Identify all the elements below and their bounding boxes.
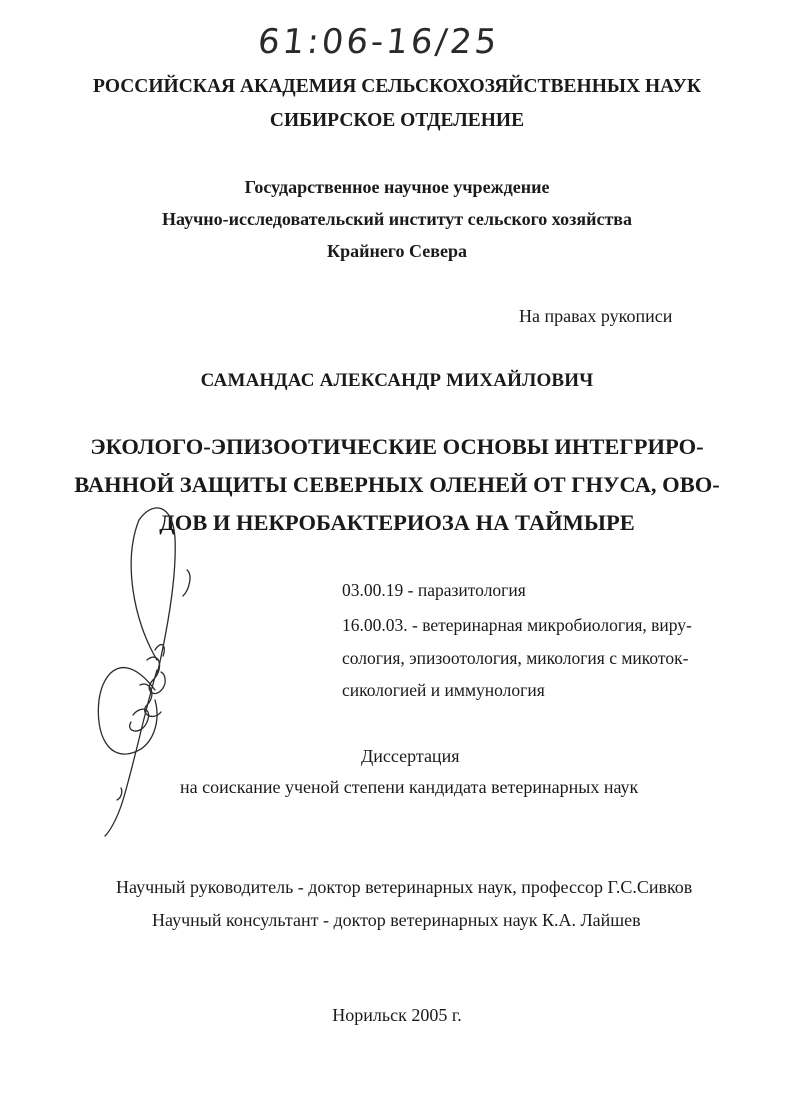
- scientific-consultant: Научный консультант - доктор ветеринарных наук К.А. Лайшев: [152, 910, 641, 930]
- author-name: САМАНДАС АЛЕКСАНДР МИХАЙЛОВИЧ: [200, 370, 594, 391]
- dissertation-title-line-1: ЭКОЛОГО-ЭПИЗООТИЧЕСКИЕ ОСНОВЫ ИНТЕГРИРО-: [90, 434, 704, 459]
- institution-type: Государственное научное учреждение: [244, 177, 550, 197]
- specialty-2-line-2: сология, эпизоотология, микология с микоток-: [342, 648, 689, 668]
- dissertation-title-line-3: ДОВ И НЕКРОБАКТЕРИОЗА НА ТАЙМЫРЕ: [159, 510, 635, 535]
- degree-line: на соискание ученой степени кандидата ветеринарных наук: [180, 777, 639, 797]
- institution-region: Крайнего Севера: [327, 241, 467, 261]
- manuscript-note: На правах рукописи: [519, 306, 673, 326]
- specialty-2-line-3: сикологией и иммунология: [342, 680, 545, 700]
- dissertation-label: Диссертация: [361, 746, 460, 766]
- scientific-advisor: Научный руководитель - доктор ветеринарных наук, профессор Г.С.Сивков: [116, 877, 693, 897]
- specialty-2-line-1: 16.00.03. - ветеринарная микробиология, виру-: [342, 615, 692, 635]
- archive-number: 61:06-16/25: [255, 22, 502, 62]
- place-year: Норильск 2005 г.: [332, 1005, 462, 1025]
- dissertation-title-line-2: ВАННОЙ ЗАЩИТЫ СЕВЕРНЫХ ОЛЕНЕЙ ОТ ГНУСА, ОВО-: [74, 472, 720, 497]
- institution-name: Научно-исследовательский институт сельского хозяйства: [161, 209, 633, 229]
- academy-name: РОССИЙСКАЯ АКАДЕМИЯ СЕЛЬСКОХОЗЯЙСТВЕННЫХ НАУК: [93, 76, 701, 97]
- handwritten-signature: [95, 500, 215, 840]
- academy-division: СИБИРСКОЕ ОТДЕЛЕНИЕ: [269, 110, 525, 131]
- specialty-1: 03.00.19 - паразитология: [342, 580, 526, 600]
